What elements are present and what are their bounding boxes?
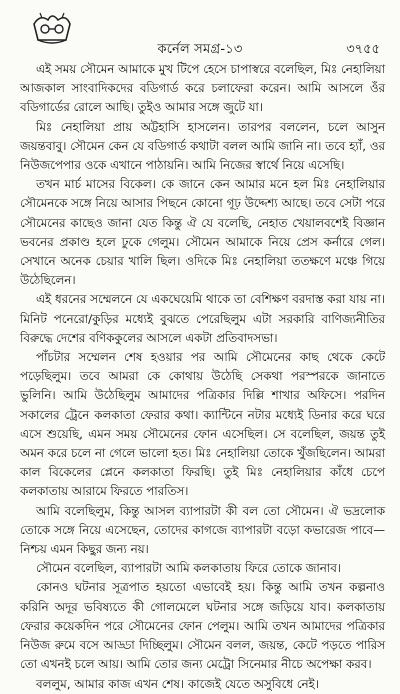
paragraph: মিঃ নেহালিয়া প্রায় অট্টহাসি হাসলেন। তারপর বললেন, চলে আসুন জয়ন্তবাবু। সৌমেন কেন যে বডিগার্ড কথাটা বলল আমি জানি না। তবে হ্যাঁ, ওর নিউজপেপার ওকে এখানে পাঠায়নি। আমি নিজের স্বার্থে নিয়ে এসেছি। <box>20 119 385 173</box>
paragraph: বললুম, আমার কাজ এখন শেষ। কাজেই যেতে অসুবিধে নেই। <box>36 676 319 691</box>
paragraph: আমি বলেছিলুম, কিন্তু আসল ব্যাপারটা কী বল তো সৌমেন। ঐ ভদ্রলোক তোকে সঙ্গে নিয়ে এসেছেন, তোদের কাগজে ব্যাপারটা বড়ো কভারেজ পাবে—নিশ্চয় এমন কিছুর জন্য নয়। <box>20 503 385 557</box>
body-text <box>20 60 385 694</box>
paragraph: সৌমেন বলেছিল, ব্যাপারটা আমি কলকাতায় ফিরে তোকে জানাব। <box>36 561 341 576</box>
paragraph: তখন মার্চ মাসের বিকেল। কে জানে কেন আমার মনে হল মিঃ নেহালিয়ার সৌমেনকে সঙ্গে নিয়ে আসার পিছনে কোনো গূঢ় উদ্দেশ্য আছে। তবে সেটা পরে সৌমেনের কাছেও জানা যেত কিন্তু ঐ যে বলেছি, নেহাত খেয়ালবশেই বিজ্ঞান ভবনের প্রকাণ্ড হলে ঢুকে গেলুম। সৌমেন আমাকে নিয়ে প্রেস কর্নারে গেল। সেখানে অনেক চেয়ার খালি ছিল। ওদিকে মিঃ নেহালিয়া ততক্ষণে মঞ্চে গিয়ে উঠেছিলেন। <box>20 177 385 288</box>
paragraph: এই ধরনের সম্মেলনে যে একঘেয়েমি থাকে তা বেশিক্ষণ বরদাস্ত করা যায় না। মিনিট পনেরো/কুড়ির মধ্যেই বুঝতে পেরেছিলুম এটা সরকারি বাণিজ্যনীতির বিরুদ্ধে দেশের বণিককুলের আসলে একটা প্রতিবাদসভা। <box>20 292 385 345</box>
paragraph: এই সময় সৌমেন আমাকে মুখ টিপে হেসে চাপাস্বরে বলেছিল, মিঃ নেহালিয়া আজকাল সাংবাদিকদের বডিগার্ড করে চলাফেরা করেন। আমি আসলে ওঁর বডিগার্ডের রোলে আছি। তুইও আমার সঙ্গে জুটে যা। <box>20 62 385 115</box>
page-header <box>0 0 400 58</box>
page-number: ৩৭৫৫ <box>346 42 380 57</box>
paragraph: পাঁচটার সম্মেলন শেষ হওয়ার পর আমি সৌমেনের কাছ থেকে কেটে পড়েছিলুম। তবে আমরা কে কোথায় উঠেছি সেকথা পরস্পরকে জানাতে ভুলিনি। আমি উঠেছিলুম আমাদের পত্রিকার দিল্লি শাখার অফিসে। পরদিন সকালের ট্রেনে কলকাতা ফেরার কথা। ক্যান্টিনে নটার মধ্যেই ডিনার করে ঘরে এসে শুয়েছি, এমন সময় সৌমেনের ফোন এসেছিল। সে বলেছিল, জয়ন্ত তুই অমন করে চলে না গেলে ভালো হত। মিঃ নেহালিয়া তোকে খুঁজছিলেন। আমরা কাল বিকেলের প্লেনে কলকাতা ফিরছি। তুই মিঃ নেহালিয়ার কাঁধে চেপে কলকাতায় আরামে ফিরতে পারতিস। <box>20 350 385 499</box>
running-title: কর্নেল সমগ্র-১৩ <box>157 42 243 57</box>
paragraph: কোনও ঘটনার সূত্রপাত হয়তো এভাবেই হয়। কিন্তু আমি তখন কল্পনাও করিনি অদূর ভবিষ্যতে কী গোলমেলে ঘটনার সঙ্গে জড়িয়ে যাব। কলকাতায় ফেরার কয়েকদিন পরে সৌমেনের ফোন পেলুম। আমি তখন আমাদের পত্রিকার নিউজ রুমে বসে আড্ডা দিচ্ছিলুম। সৌমেন বলল, জয়ন্ত, কেটে পড়তে পারিস তো এখনই চলে আয়। আমি তোর জন্য মেট্রো সিনেমার নীচে অপেক্ষা করব। <box>20 580 385 672</box>
